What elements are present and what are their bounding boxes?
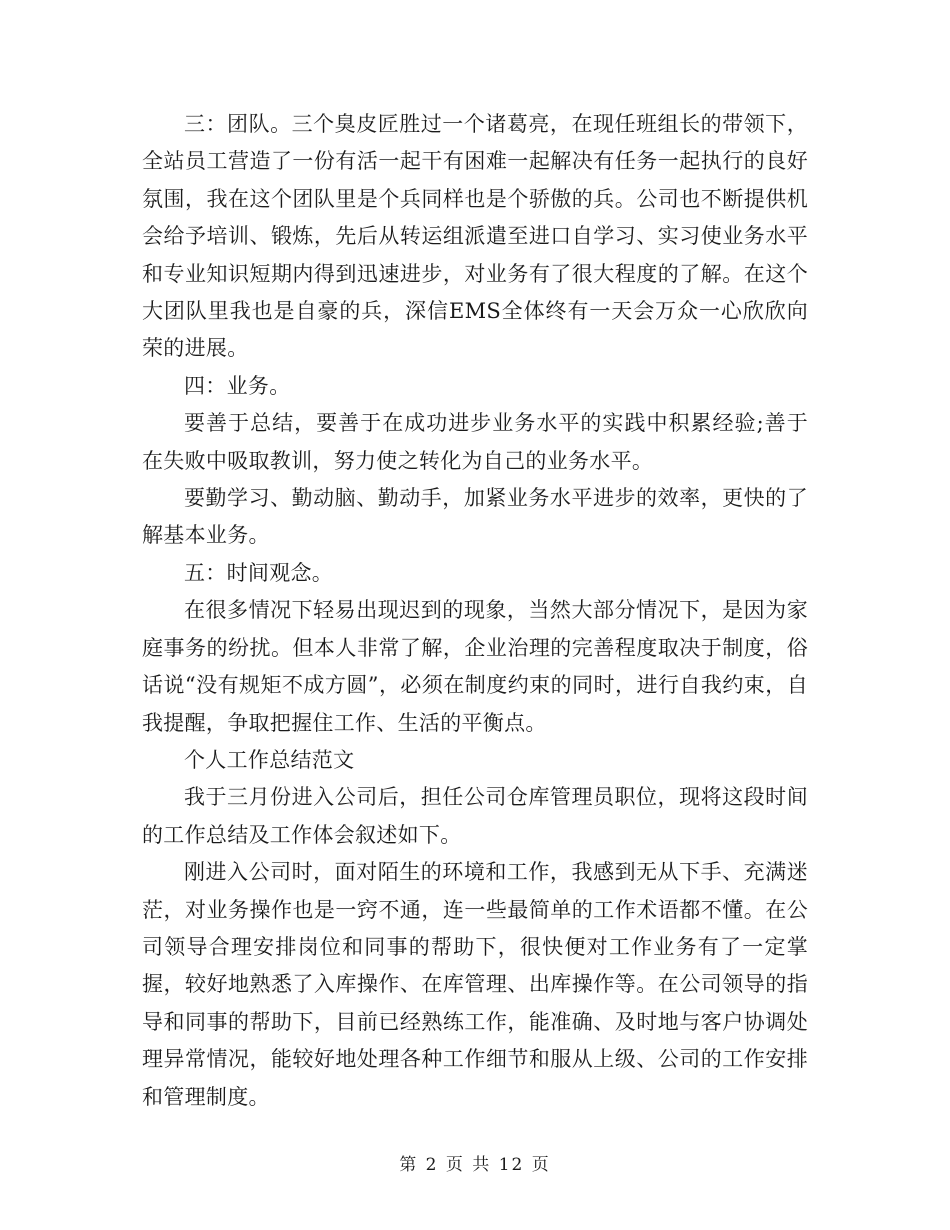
heading-time-concept: 五：时间观念。 <box>184 560 334 585</box>
paragraph-team: 三：团队。三个臭皮匠胜过一个诸葛亮，在现任班组长的带领下，全站员工营造了一份有活一起干有困难一起解决有任务一起执行的良好氛围，我在这个团队里是个兵同样也是个骄傲的兵。公司也不断提供机会给予培训、锻炼，先后从转运组派遣至进口自学习、实习使业务水平和专业知识短期内得到迅速进步，对业务有了很大程度的了解。在这个大团队里我也是自豪的兵，深信EMS全体终有一天会万众一心欣欣向荣的进展。 <box>142 112 808 361</box>
page-footer: 第 2 页 共 12 页 <box>399 1155 551 1175</box>
heading-business: 四：业务。 <box>184 373 291 398</box>
heading-sample-summary: 个人工作总结范文 <box>184 747 355 772</box>
paragraph-warehouse-role: 我于三月份进入公司后，担任公司仓库管理员职位，现将这段时间的工作总结及工作体会叙述如下。 <box>142 785 808 847</box>
paragraph-onboarding: 刚进入公司时，面对陌生的环境和工作，我感到无从下手、充满迷茫，对业务操作也是一窍不通，连一些最简单的工作术语都不懂。在公司领导合理安排岗位和同事的帮助下，很快便对工作业务有了一定掌握，较好地熟悉了入库操作、在库管理、出库操作等。在公司领导的指导和同事的帮助下，目前已经熟练工作，能准确、及时地与客户协调处理异常情况，能较好地处理各种工作细节和服从上级、公司的工作安排和管理制度。 <box>142 860 808 1109</box>
paragraph-summarize: 要善于总结，要善于在成功进步业务水平的实践中积累经验;善于在失败中吸取教训，努力使之转化为自己的业务水平。 <box>142 411 808 473</box>
paragraph-lateness: 在很多情况下轻易出现迟到的现象，当然大部分情况下，是因为家庭事务的纷扰。但本人非常了解，企业治理的完善程度取决于制度，俗话说“没有规矩不成方圆”，必须在制度约束的同时，进行自我约束，自我提醒，争取把握住工作、生活的平衡点。 <box>142 598 808 735</box>
document-body <box>142 106 808 1116</box>
paragraph-diligence: 要勤学习、勤动脑、勤动手，加紧业务水平进步的效率，更快的了解基本业务。 <box>142 486 808 548</box>
